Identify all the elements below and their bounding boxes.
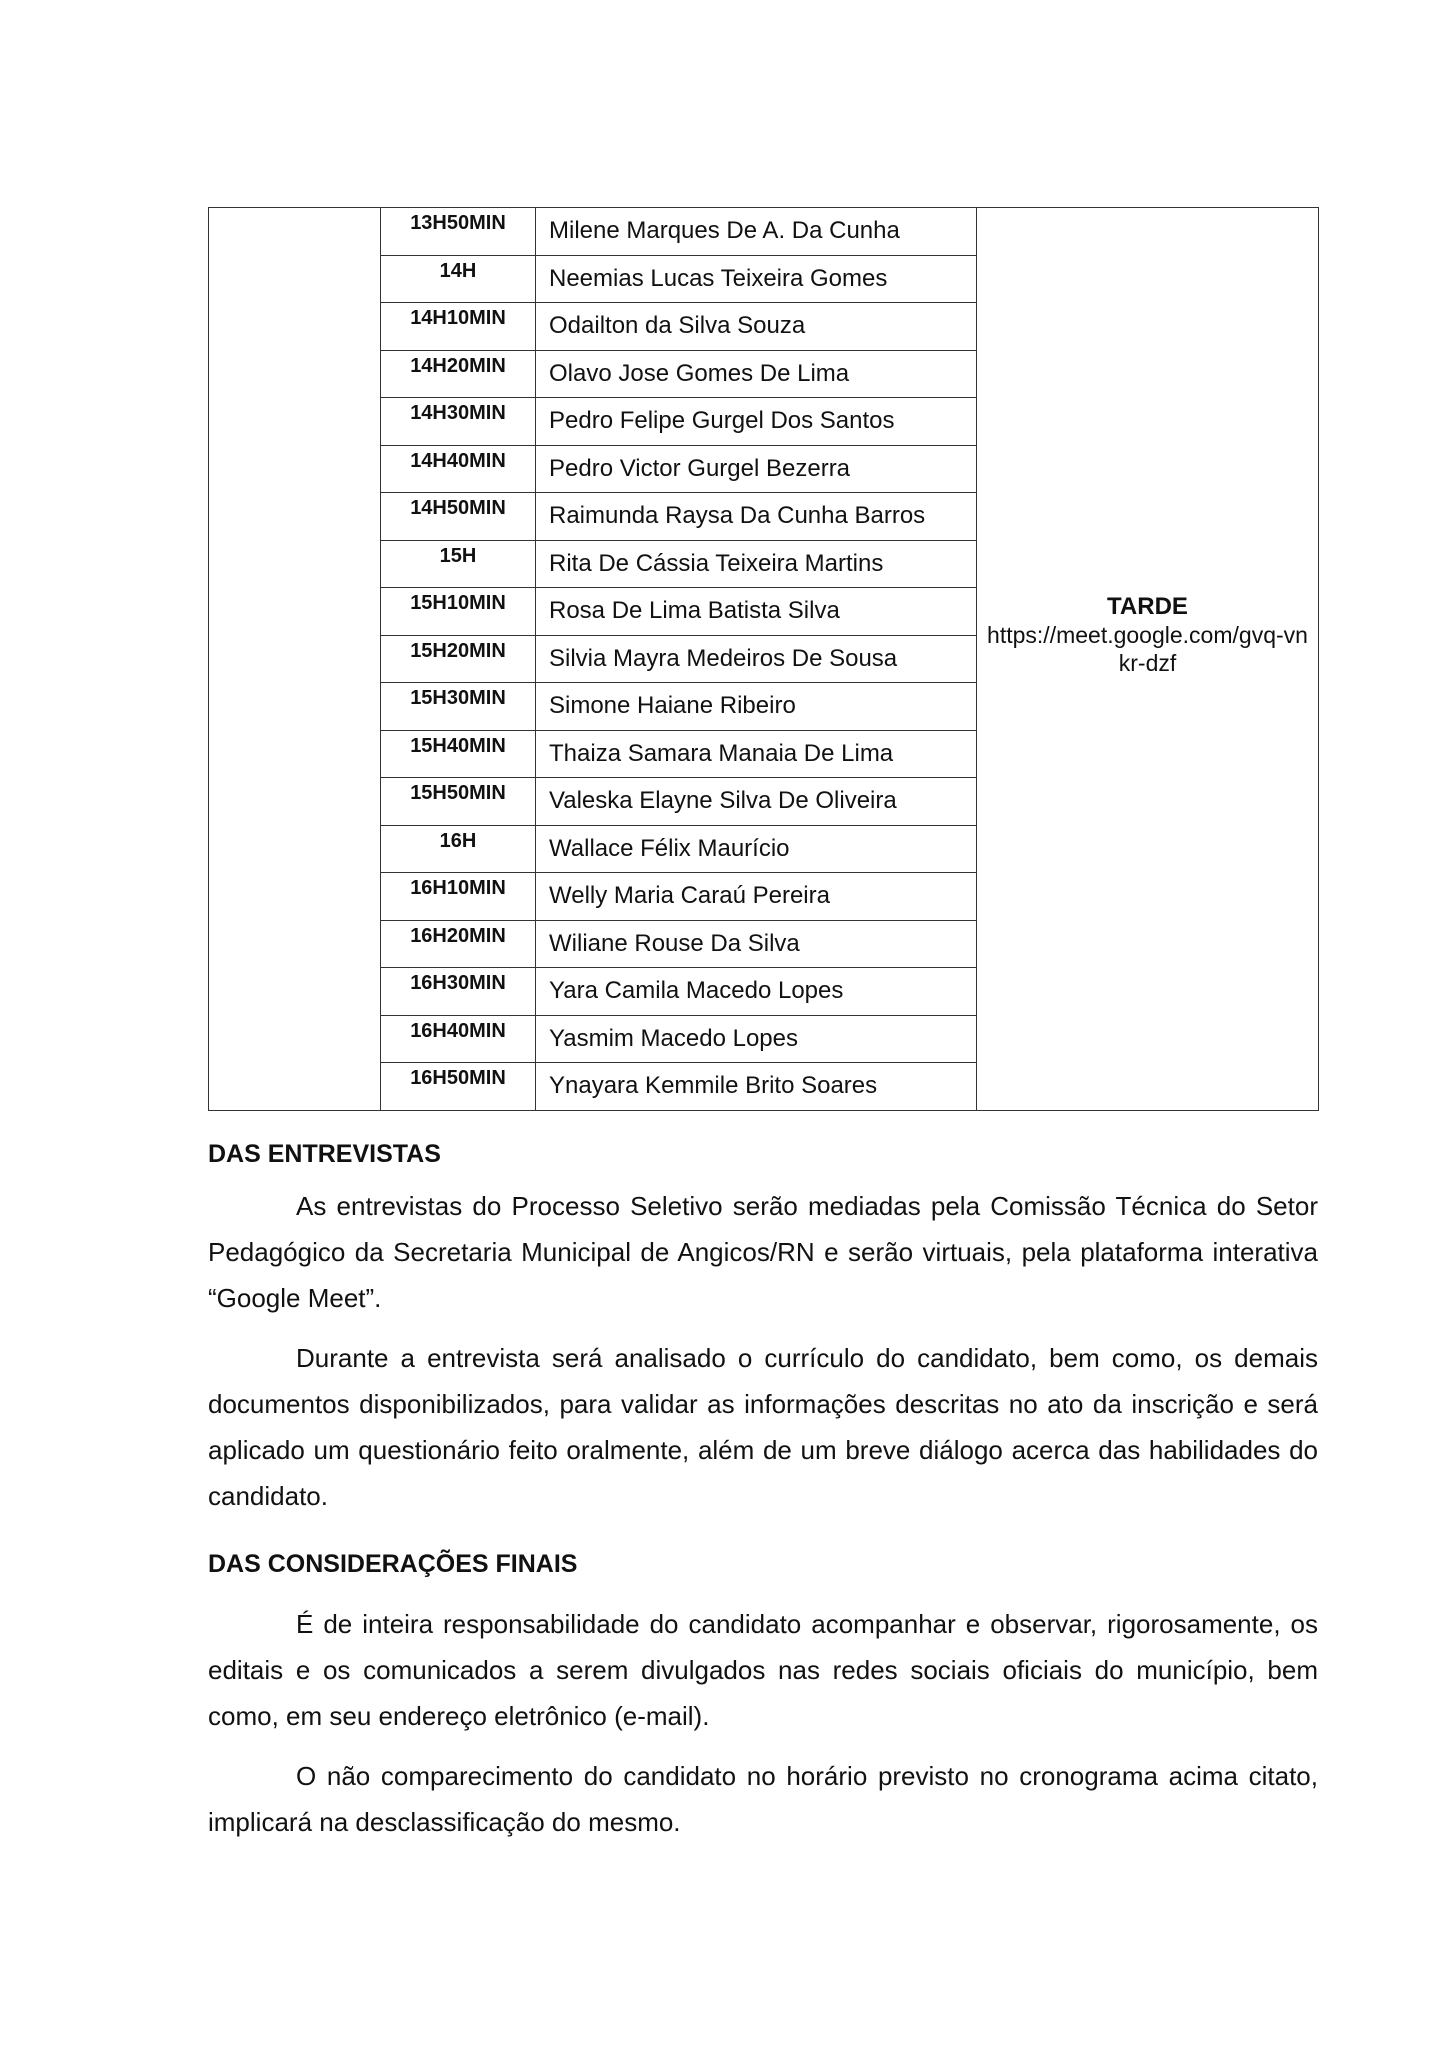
final-considerations-paragraph-2: O não comparecimento do candidato no horário previsto no cronograma acima citato, implicará na desclassificação do mesmo. <box>208 1761 1318 1837</box>
candidate-name-cell: Olavo Jose Gomes De Lima <box>536 350 977 398</box>
time-cell: 16H30MIN <box>381 968 536 1016</box>
candidate-name-cell: Rita De Cássia Teixeira Martins <box>536 540 977 588</box>
time-cell: 13H50MIN <box>381 208 536 256</box>
candidate-name-cell: Rosa De Lima Batista Silva <box>536 588 977 636</box>
candidate-name-cell: Wiliane Rouse Da Silva <box>536 920 977 968</box>
candidate-name-cell: Pedro Victor Gurgel Bezerra <box>536 445 977 493</box>
time-cell: 15H30MIN <box>381 683 536 731</box>
final-considerations-section <box>208 1541 1318 1845</box>
period-label: TARDE <box>1107 592 1188 620</box>
time-cell: 16H40MIN <box>381 1015 536 1063</box>
candidate-name-cell: Valeska Elayne Silva De Oliveira <box>536 778 977 826</box>
time-cell: 14H <box>381 255 536 303</box>
time-cell: 14H10MIN <box>381 303 536 351</box>
candidate-name-cell: Ynayara Kemmile Brito Soares <box>536 1063 977 1111</box>
time-cell: 16H50MIN <box>381 1063 536 1111</box>
candidate-name-cell: Wallace Félix Maurício <box>536 825 977 873</box>
candidate-name-cell: Simone Haiane Ribeiro <box>536 683 977 731</box>
candidate-name-cell: Odailton da Silva Souza <box>536 303 977 351</box>
time-cell: 15H10MIN <box>381 588 536 636</box>
meet-link[interactable]: https://meet.google.com/gvq-vnkr-dzf <box>987 621 1308 676</box>
candidate-name-cell: Raimunda Raysa Da Cunha Barros <box>536 493 977 541</box>
interviews-paragraph-2: Durante a entrevista será analisado o currículo do candidato, bem como, os demais documentos disponibilizados, para validar as informações descritas no ato da inscrição e será aplicado um questionário feito oralmente, além de um breve diálogo acerca das habilidades do candidato. <box>208 1343 1318 1511</box>
candidate-name-cell: Milene Marques De A. Da Cunha <box>536 208 977 256</box>
time-cell: 15H <box>381 540 536 588</box>
meet-link-cell <box>977 208 1319 1111</box>
time-cell: 14H40MIN <box>381 445 536 493</box>
time-cell: 15H50MIN <box>381 778 536 826</box>
final-considerations-heading: DAS CONSIDERAÇÕES FINAIS <box>208 1550 578 1578</box>
time-cell: 15H20MIN <box>381 635 536 683</box>
time-cell: 14H50MIN <box>381 493 536 541</box>
time-cell: 15H40MIN <box>381 730 536 778</box>
interviews-section <box>208 1131 1318 1519</box>
time-cell: 14H20MIN <box>381 350 536 398</box>
schedule-body <box>209 208 1319 1111</box>
candidate-name-cell: Welly Maria Caraú Pereira <box>536 873 977 921</box>
interviews-heading: DAS ENTREVISTAS <box>208 1140 441 1168</box>
candidate-name-cell: Silvia Mayra Medeiros De Sousa <box>536 635 977 683</box>
candidate-name-cell: Pedro Felipe Gurgel Dos Santos <box>536 398 977 446</box>
empty-left-cell <box>209 208 381 1111</box>
time-cell: 16H20MIN <box>381 920 536 968</box>
interviews-paragraph-1: As entrevistas do Processo Seletivo serão mediadas pela Comissão Técnica do Setor Pedagógico da Secretaria Municipal de Angicos/RN e serão virtuais, pela plataforma interativa “Google Meet”. <box>208 1191 1318 1313</box>
candidate-name-cell: Neemias Lucas Teixeira Gomes <box>536 255 977 303</box>
time-cell: 16H10MIN <box>381 873 536 921</box>
candidate-name-cell: Thaiza Samara Manaia De Lima <box>536 730 977 778</box>
candidate-name-cell: Yasmim Macedo Lopes <box>536 1015 977 1063</box>
time-cell: 14H30MIN <box>381 398 536 446</box>
time-cell: 16H <box>381 825 536 873</box>
candidate-name-cell: Yara Camila Macedo Lopes <box>536 968 977 1016</box>
final-considerations-paragraph-1: É de inteira responsabilidade do candidato acompanhar e observar, rigorosamente, os editais e os comunicados a serem divulgados nas redes sociais oficiais do município, bem como, em seu endereço eletrônico (e-mail). <box>208 1609 1318 1731</box>
table-row <box>209 208 1319 256</box>
interview-schedule-table <box>208 207 1319 1111</box>
